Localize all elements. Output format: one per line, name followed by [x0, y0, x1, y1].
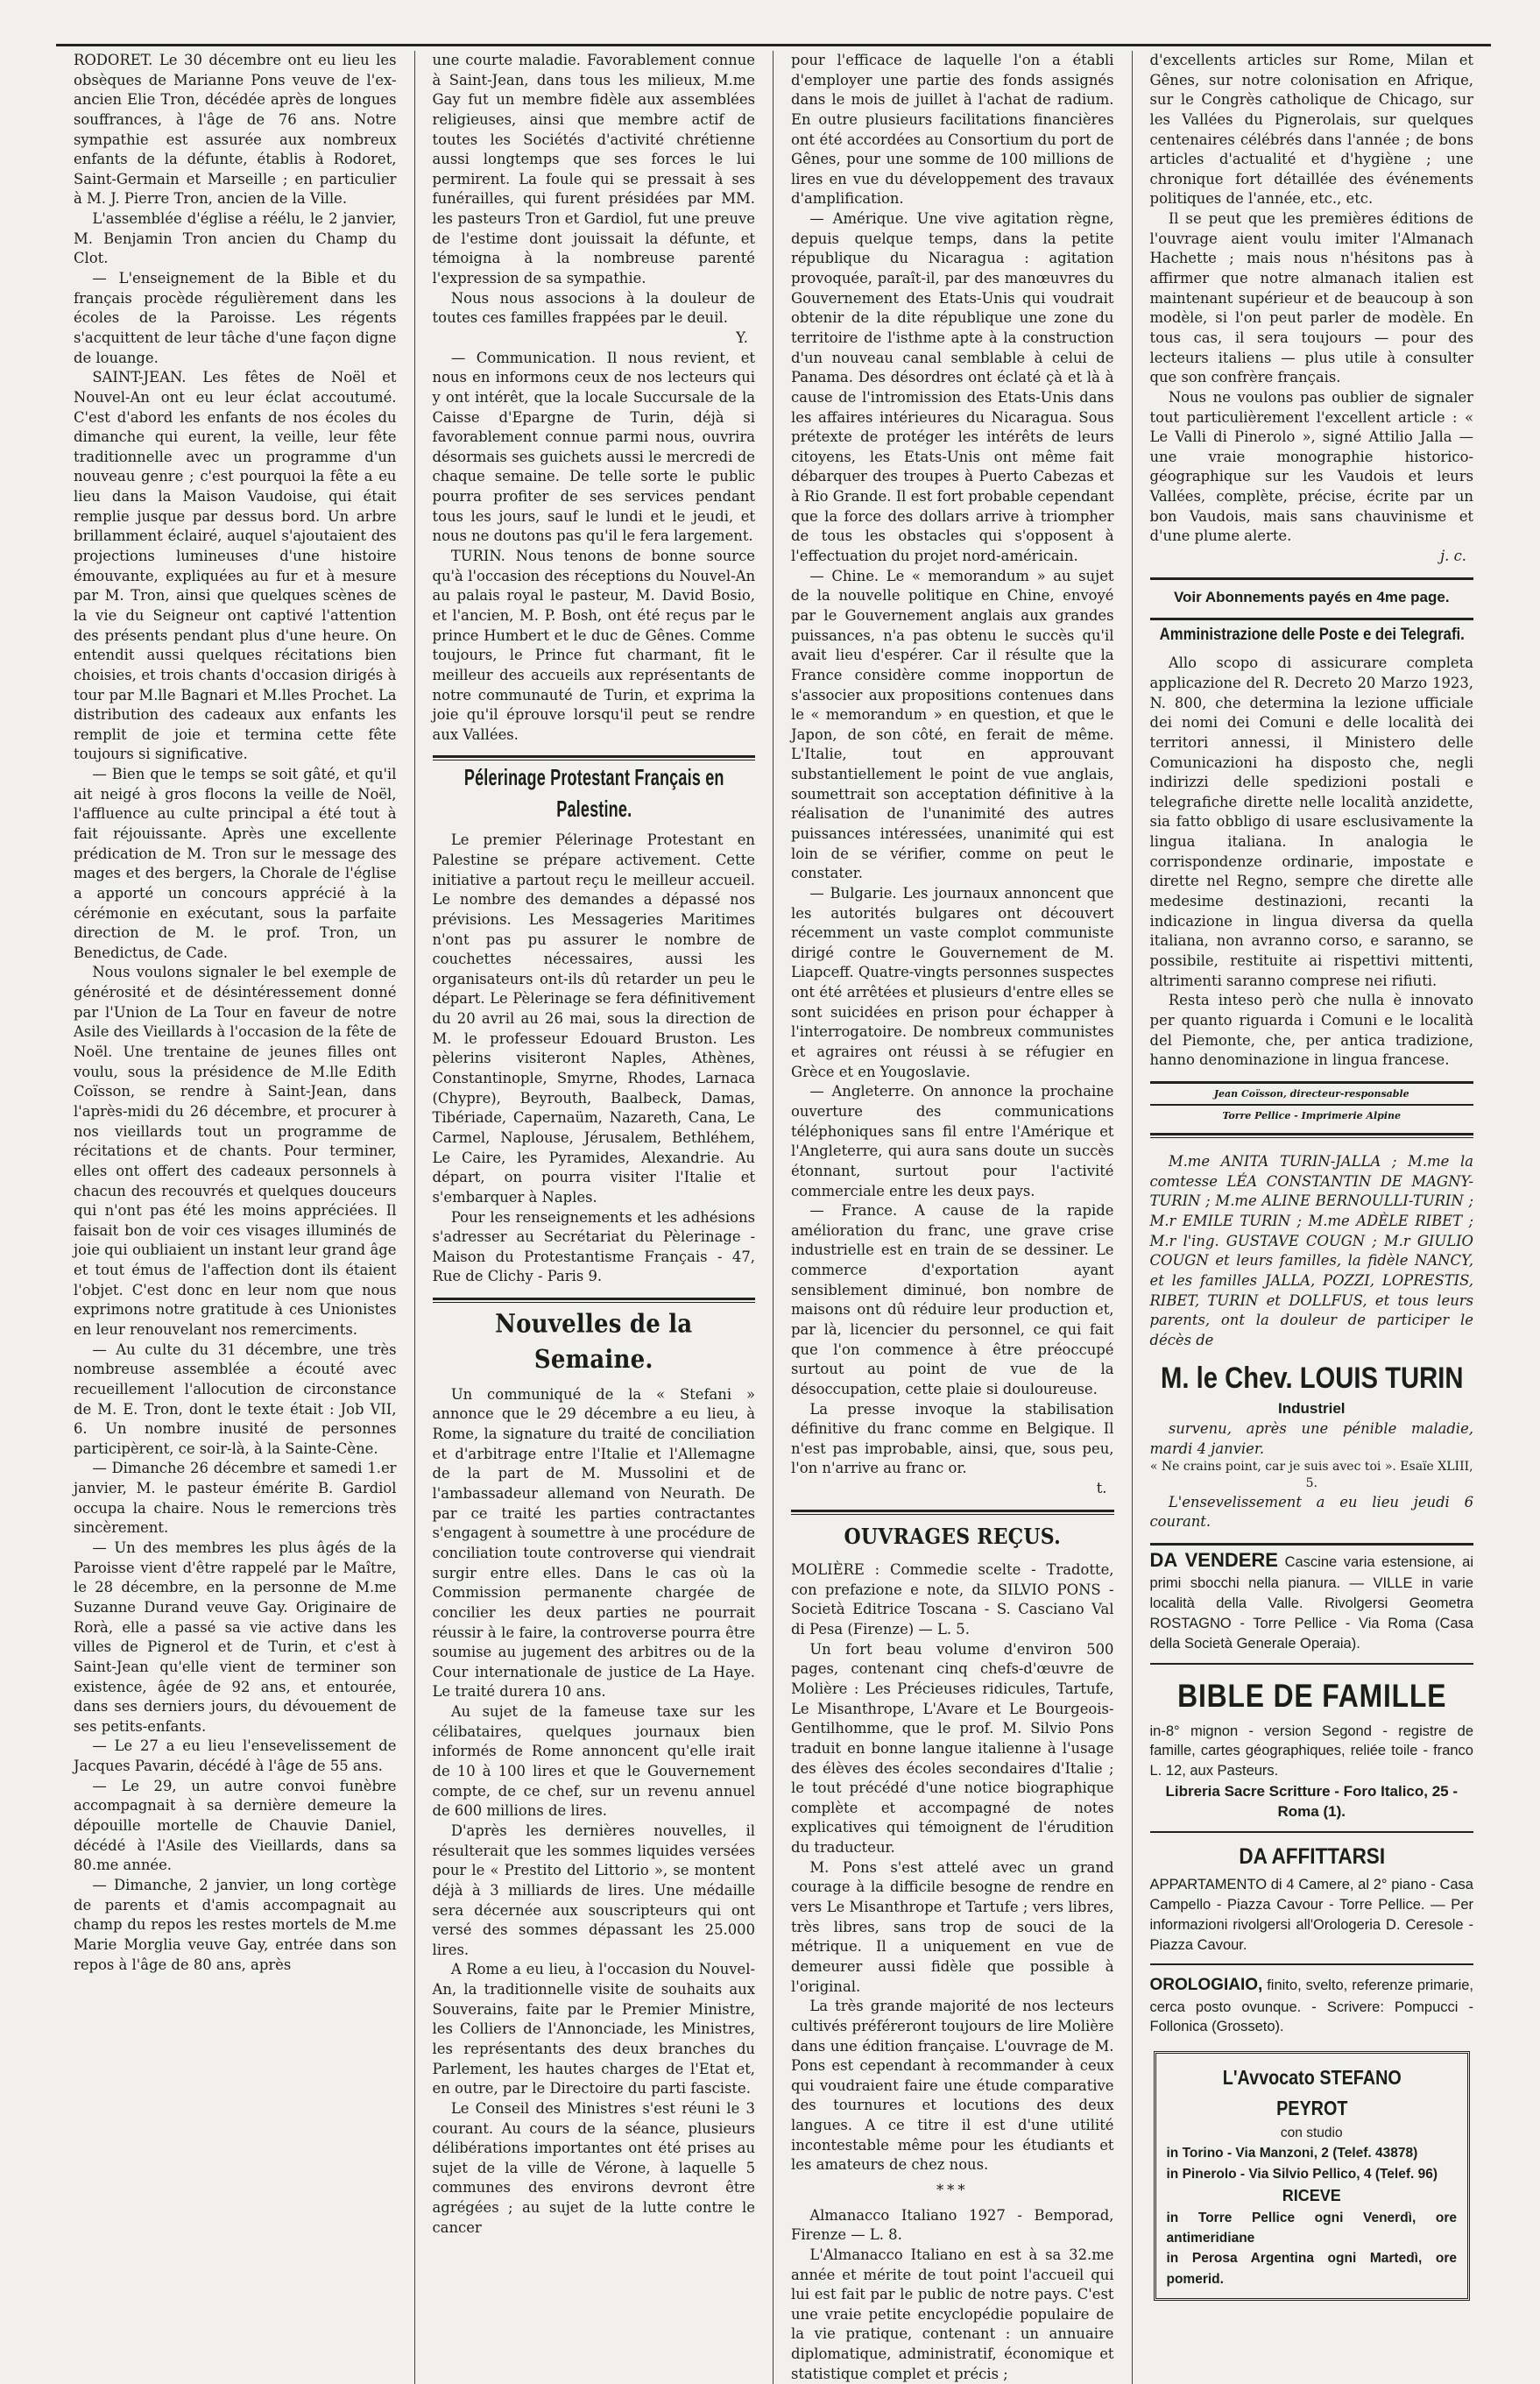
ad-orologiaio-head: OROLOGIAIO,: [1149, 1976, 1263, 1995]
divider: [1150, 1104, 1474, 1106]
section-title-ouvrages: OUVRAGES REÇUS.: [844, 1524, 1061, 1550]
ad-avvocato-box: [1154, 2051, 1471, 2301]
article-paragraph: — Angleterre. On annonce la prochaine ouverture des communications téléphoniques sans fil entre l'Amérique et l'Angleterre, qui aura sans doute un succès étonnant, surtout pour l'activité commerciale entre les deux pays.: [791, 1083, 1114, 1199]
article-paragraph: une courte maladie. Favorablement connue à Saint-Jean, dans tous les milieux, M.me Gay fut un membre fidèle aux assemblées religieuses, ainsi que membre actif de toutes les Sociétés d'activité chrétienne aussi longtemps que ses forces le lui permirent. La foule qui se pressait à ses funérailles, qui furent présidées par MM. les pasteurs Tron et Gardiol, fut une preuve de l'estime dont jouissait la défunte, et témoigna à la nombreuse parenté l'expression de sa sympathie.: [432, 52, 755, 287]
obituary-intro: M.me ANITA TURIN-JALLA ; M.me la comtesse LÉA CONSTANTIN DE MAGNY-TURIN ; M.me ALINE BERNOULLI-TURIN ; M.r EMILE TURIN ; M.me ADÈLE RIBET ; M.r l'ing. GUSTAVE COUGN ; M.r GIULIO COUGN et leurs familles, la fidèle NANCY, et les familles JALLA, POZZI, LOPRESTIS, RIBET, TURIN et DOLLFUS, et tous leurs parents, ont la douleur de participer le décès de: [1149, 1153, 1473, 1348]
divider: [1150, 1663, 1474, 1665]
article-paragraph: — Le 29, un autre convoi funèbre accompagnait à sa dernière demeure la dépouille mortelle de Chauvie Daniel, décédé à l'Asile des Vieillards, dans sa 80.me année.: [74, 1777, 397, 1874]
ad-bible-store: Libreria Sacre Scritture - Foro Italico, 25 - Roma (1).: [1165, 1782, 1458, 1821]
article-paragraph: Un fort beau volume d'environ 500 pages, contenant cinq chefs-d'œuvre de Molière : Les Précieuses ridicules, Tartufe, Le Misanthrope, L'Avare et Le Bourgeois-Gentilhomme, que le prof. M. Silvio Pons traduit en bonne langue italienne à l'usage des élèves des écoles secondaires d'Italie ; le tout précédé d'une notice biographique complète et accompagné de notes explicatives qui témoignent de l'érudition du traducteur.: [791, 1640, 1114, 1857]
article-paragraph: — Bien que le temps se soit gâté, et qu'il ait neigé à gros flocons la veille de Noël, l'affluence au culte principal a été tout à fait réjouissante. Après une excellente prédication de M. Tron sur le message des mages et des bergers, la Chorale de l'église a apporté un concours apprécié à la cérémonie en exécutant, sous la parfaite direction de M. le prof. Tron, un Benedictus, de Cade.: [74, 766, 397, 961]
ad-bible-head: BIBLE DE FAMILLE: [1176, 1677, 1446, 1714]
article-paragraph: pour l'efficace de laquelle l'on a établi d'employer une partie des fonds assignés dans le mois de juillet à l'achat de radium. En outre plusieurs facilitations financières ont été accordées au Consortium du port de Gênes, pour une somme de 100 millions de lires en vue du développement des travaux d'amplification.: [791, 52, 1114, 208]
article-paragraph: Le premier Pélerinage Protestant en Palestine se prépare activement. Cette initiative a partout reçu le meilleur accueil. Le nombre des demandes a dépassé nos prévisions. Les Messageries Maritimes n'ont pas pu assurer le nombre de couchettes nécessaires, aussi les organisateurs ont-ils dû retarder un peu le départ. Le Pèlerinage se fera définitivement du 20 avril au 26 mai, sous la direction de M. le professeur Edouard Bruston. Les pèlerins visiteront Naples, Athènes, Constantinople, Smyrne, Rhodes, Larnaca (Chypre), Beyrouth, Baalbeck, Damas, Tibériade, Capernaüm, Nazareth, Cana, Le Carmel, Naplouse, Jérusalem, Bethléhem, Le Caire, les Pyramides, Alexandrie. Au départ, on pourra visiter l'Italie et s'embarquer à Naples.: [432, 831, 755, 1206]
asterisks-separator: ***: [936, 2181, 969, 2198]
top-rule: [56, 44, 1491, 46]
divider: [1150, 618, 1474, 620]
section-title-amministrazione: Amministrazione delle Poste e dei Telegrafi.: [1159, 626, 1465, 645]
ad-orologiaio: [1150, 1974, 1474, 2037]
article-paragraph: — Amérique. Une vive agitation règne, depuis quelque temps, dans la petite république du Nicaragua : agitation provoquée, paraît-il, par des manœuvres du Gouvernement des Etats-Unis qui voudrait obtenir de la dite république une zone du territoire de l'isthme apte à la construction d'un nouveau canal semblable à celui de Panama. Des désordres ont éclaté çà et là à cause de l'intromission des Etats-Unis dans les affaires intérieures du Nicaragua. Sous prétexte de protéger les intérêts de leurs citoyens, les Etats-Unis ont même fait débarquer des troupes à Puerto Cabezas et à Rio Grande. Il est fort probable cependant que la force des dollars arrive à triompher de tous les obstacles qui s'opposent à l'effectuation du projet nord-américain.: [791, 210, 1114, 565]
article-paragraph: — Dimanche 26 décembre et samedi 1.er janvier, M. le pasteur émérite B. Gardiol occupa la chaire. Nous le remercions très sincèrement.: [74, 1460, 397, 1537]
article-paragraph: La presse invoque la stabilisation définitive du franc comme en Belgique. Il n'est pas improbable, ainsi, que, sous peu, l'on n'arrive au franc or.: [791, 1400, 1114, 1477]
section-title-pelerinage: Pélerinage Protestant Français en Palestine.: [463, 765, 724, 823]
ad-da-vendere-head: DA VENDERE: [1149, 1549, 1278, 1572]
article-paragraph: — Au culte du 31 décembre, une très nombreuse assemblée a écouté avec recueillement l'allocution de circonstance de M. E. Tron, dont le texte était : Job VII, 6. Un nombre inusité de personnes participèrent, ce soir-là, à la Sainte-Cène.: [74, 1341, 397, 1457]
obituary-funeral: L'ensevelissement a eu lieu jeudi 6 courant.: [1149, 1493, 1473, 1531]
article-paragraph: — L'enseignement de la Bible et du français procède régulièrement dans les écoles de la Paroisse. Les régents s'acquittent de leur tâche d'une façon digne de louange.: [74, 270, 397, 366]
signature: j. c.: [1440, 548, 1466, 565]
ad-da-vendere: [1150, 1547, 1474, 1653]
ad-avvocato-perosa: in Perosa Argentina ogni Martedì, ore pomerid.: [1166, 2251, 1457, 2287]
divider: [791, 1514, 1114, 1515]
article-paragraph: Nous nous associons à la douleur de toutes ces familles frappées par le deuil.: [432, 289, 755, 327]
ad-avvocato-torino: in Torino - Via Manzoni, 2 (Telef. 43878): [1166, 2146, 1418, 2161]
section-title-nouvelles: Nouvelles de la Semaine.: [495, 1310, 693, 1375]
divider: [1150, 1081, 1474, 1084]
subscription-notice: Voir Abonnements payés en 4me page.: [1173, 588, 1450, 605]
obituary-verse: « Ne crains point, car je suis avec toi ». Esaïe XLIII, 5.: [1149, 1460, 1473, 1491]
ad-affittarsi-text: APPARTAMENTO di 4 Camere, al 2° piano - Casa Campello - Piazza Cavour - Torre Pellice. — Per informazioni rivolgersi all'Orologeria D. Ceresole - Piazza Cavour.: [1149, 1877, 1473, 1953]
article-paragraph: Allo scopo di assicurare completa applicazione del R. Decreto 20 Marzo 1923, N. 800, che determina la lezione ufficiale dei nomi dei Comuni e delle località dei territori annessi, il Ministero delle Comunicazioni ha disposto che, negli indirizzi delle spedizioni postali e telegrafiche dirette nelle località anzidette, sia fatto obbligo di usare esclusivamente la lingua italiana. In analogia le corrispondenze ordinarie, impostate e dirette nel Regno, sempre che dirette alle medesime destinazioni, recanti la indicazione in lingua diversa da quella italiana, non avranno corso, e saranno, se possibile, restituite ai rispettivi mittenti, altrimenti saranno comprese nei rifiuti.: [1149, 654, 1473, 989]
divider: [1150, 1543, 1474, 1546]
article-paragraph: Au sujet de la fameuse taxe sur les célibataires, quelques journaux bien informés de Rome annoncent qu'elle irait de 10 à 100 lires et que le Gouvernement compte, de ce chef, sur un revenu annuel de 600 millions de lires.: [432, 1703, 755, 1820]
divider: [791, 1510, 1114, 1512]
article-paragraph: L'assemblée d'église a réélu, le 2 janvier, M. Benjamin Tron ancien du Champ du Clot.: [74, 210, 397, 267]
ad-avvocato-torre-pellice: in Torre Pellice ogni Venerdì, ore antimeridiane: [1166, 2210, 1457, 2246]
signature: Y.: [736, 329, 748, 346]
imprint-printer: Torre Pellice - Imprimerie Alpine: [1222, 1109, 1402, 1121]
article-paragraph: — Un des membres les plus âgés de la Paroisse vient d'être rappelé par le Maître, le 28 décembre, en la personne de M.me Suzanne Durand veuve Gay. Originaire de Rorà, elle a passé sa vie active dans les villes de Pignerol et de Turin, et c'est à Saint-Jean qu'elle vient de terminer son existence, âgée de 92 ans, et entourée, dans ses derniers jours, du dévouement de ses petits-enfants.: [74, 1539, 397, 1735]
column-2: [415, 51, 774, 2384]
divider: [1150, 577, 1474, 580]
article-paragraph: — Bulgarie. Les journaux annoncent que les autorités bulgares ont découvert récemment un vaste complot communiste dirigé contre le Gouvernement de M. Liapceff. Quatre-vingts personnes suspectes ont été arrêtées et plusieurs d'entre elles se sont suicidées en prison pour échapper à l'interrogatoire. De nombreux communistes et agraires ont réussi à se réfugier en Grèce et en Yougoslavie.: [791, 884, 1114, 1080]
obituary-title: Industriel: [1277, 1400, 1346, 1418]
article-paragraph: D'après les dernières nouvelles, il résulterait que les sommes liquides versées pour le « Prestito del Littorio », se montent déjà à 3 milliards de lires. Une médaille sera décernée aux souscripteurs qui ont versé des sommes dépassant les 25.000 lires.: [432, 1822, 755, 1958]
column-3: [774, 51, 1133, 2384]
article-paragraph: d'excellents articles sur Rome, Milan et Gênes, sur notre colonisation en Afrique, sur le Congrès catholique de Chicago, sur les Vallées du Pignerolais, sur quelques centenaires célébrés dans l'année ; de bons articles d'actualité et d'hygiène ; une chronique fort détaillée des événements politiques de l'année, etc., etc.: [1149, 52, 1473, 208]
ad-avvocato-pinerolo: in Pinerolo - Via Silvio Pellico, 4 (Telef. 96): [1166, 2166, 1438, 2182]
article-paragraph: La très grande majorité de nos lecteurs cultivés préféreront toujours de lire Molière dans une édition française. L'ouvrage de M. Pons est cependant à recommander à ceux qui voudraient faire une étude comparative des tournures et locutions des deux langues. A ce titre il est d'une utilité incontestable même pour les étudiants et les amateurs de chez nous.: [791, 1998, 1114, 2174]
article-paragraph: Un communiqué de la « Stefani » annonce que le 29 décembre a eu lieu, à Rome, la signature du traité de conciliation et d'arbitrage entre l'Italie et l'Allemagne de la part de M. Mussolini et de l'ambassadeur allemand von Neurath. De par ce traité les parties contractantes s'engagent à soumettre à une procédure de conciliation toute controverse qui viendrait surgir entre elles. Dans le cas où la Commission permanente chargée de concilier les deux parties ne pourrait réussir à le faire, la controverse pourra être soumise au jugement des arbitres ou de la Cour internationale de justice de La Haye. Le traité durera 10 ans.: [432, 1385, 755, 1701]
column-1: [56, 51, 415, 2384]
article-paragraph: Pour les renseignements et les adhésions s'adresser au Secrétariat du Pèlerinage - Maison du Protestantisme Français - 47, Rue de Clichy - Paris 9.: [432, 1208, 755, 1285]
divider: [1150, 1963, 1474, 1965]
imprint-director: Jean Coïsson, directeur-responsable: [1213, 1087, 1409, 1100]
article-paragraph: SAINT-JEAN. Les fêtes de Noël et Nouvel-An ont eu leur éclat accoutumé. C'est d'abord les enfants de nos écoles du dimanche qui eurent, la veille, leur fête traditionnelle avec un programme d'un nouveau genre ; c'est pourquoi la fête a eu lieu dans la Maison Vaudoise, qui était remplie jusque par dessus bord. Un arbre brillamment éclairé, auquel s'ajoutaient des projections lumineuses d'une histoire émouvante, expliquées au fur et à mesure par M. Tron, ainsi que quelques scènes de la vie du Seigneur ont captivé l'attention des présents pendant plus d'une heure. On entendit aussi quelques récitations bien choisies, et trois chants d'occasion dirigés à tour par M.lle Bagnari et M.lles Prochet. La distribution des cadeaux aux enfants les remplit de joie et termina cette fête toujours si significative.: [74, 369, 397, 763]
divider: [1150, 1831, 1474, 1833]
article-paragraph: MOLIÈRE : Commedie scelte - Tradotte, con prefazione e note, da SILVIO PONS - Società Editrice Toscana - S. Casciano Val di Pesa (Firenze) — L. 5.: [791, 1561, 1114, 1638]
ad-avvocato-sub: con studio: [1280, 2126, 1343, 2141]
article-paragraph: — Communication. Il nous revient, et nous en informons ceux de nos lecteurs qui y ont intérêt, que la locale Succursale de la Caisse d'Epargne de Turin, déjà si favorablement connue parmi nous, ouvrira désormais ses guichets aussi le mercredi de chaque semaine. De telle sorte le public pourra profiter de ses services pendant tous les jours, sauf le lundi et le jeudi, et nous ne doutons pas qu'il le fera largement.: [432, 349, 755, 545]
article-paragraph: Nous ne voulons pas oublier de signaler tout particulièrement l'excellent article : « Le Valli di Pinerolo », signé Attilio Jalla — une vraie monographie historico-géographique sur les Vaudois et leurs Vallées, complète, précise, écrite par un bon Vaudois, mais sans chauvinisme et d'une plume alerte.: [1149, 388, 1473, 545]
ad-da-vendere-text: Cascine varia estensione, ai primi sbocchi nella pianura. — VILLE in varie località della Valle. Rivolgersi Geometra ROSTAGNO - Torre Pellice - Via Roma (Casa della Società Generale Operaia).: [1149, 1554, 1473, 1652]
divider: [433, 1302, 756, 1303]
column-4: [1133, 51, 1492, 2384]
article-paragraph: L'Almanacco Italiano en est à sa 32.me année et mérite de tout point l'accueil qui lui est fait par le public de notre pays. C'est une vraie petite encyclopédie populaire de la vie pratique, contenant : un annuaire diplomatique, administratif, économique et statistique complet et précis ;: [791, 2246, 1114, 2382]
article-paragraph: Almanacco Italiano 1927 - Bemporad, Firenze — L. 8.: [791, 2206, 1114, 2244]
obituary-text: survenu, après une pénible maladie, mardi 4 janvier.: [1149, 1419, 1473, 1457]
ad-avvocato-riceve: RICEVE: [1282, 2186, 1341, 2204]
divider: [1150, 1137, 1474, 1138]
article-paragraph: — France. A cause de la rapide amélioration du franc, une grave crise industrielle est en train de se dessiner. Le commerce d'exportation ayant sensiblement diminué, bon nombre de maisons ont dû réduire leur production et, par là, licencier du personnel, ce qui fait que l'on commence à être préoccupé surtout au point de vue de la désoccupation, cette plaie si douloureuse.: [791, 1202, 1114, 1397]
ad-orologiaio-text: finito, svelto, referenze primarie, cerca posto ovunque. - Scrivere: Pompucci - Follonica (Grosseto).: [1149, 1977, 1474, 2035]
article-paragraph: Nous voulons signaler le bel exemple de générosité et de désintéressement donné par l'Union de La Tour en faveur de notre Asile des Vieillards à l'occasion de la fête de Noël. Une trentaine de jeunes filles ont voulu, sous la présidence de M.lle Edith Coïsson, se rendre à Saint-Jean, dans l'après-midi du 26 décembre, et procurer à nos vieillards tout un programme de récitations et de chants. Pour terminer, elles ont offert des cadeaux personnels à chacun des recouvrés et quelques douceurs qui n'ont pas été les moins appréciées. Il faisait bon de voir ces visages illuminés de joie qui oubliaient un instant leur grand âge et tout émus de l'affection dont ils étaient l'objet. C'est donc en leur nom que nous exprimons notre gratitude à ces Unionistes en leur renouvelant nos remerciments.: [74, 964, 397, 1338]
article-paragraph: A Rome a eu lieu, à l'occasion du Nouvel-An, la traditionnelle visite de souhaits aux Souverains, faite par le Premier Ministre, les Colliers de l'Annonciade, les Ministres, les représentants des deux branches du Parlement, les hautes charges de l'Etat et, en outre, par le Directoire du parti fasciste.: [432, 1961, 755, 2097]
article-paragraph: Le Conseil des Ministres s'est réuni le 3 courant. Au cours de la séance, plusieurs délibérations importantes ont été prises au sujet de la ville de Vérone, à laquelle 5 communes des environs devront être agrégées ; au sujet de la lutte contre le cancer: [432, 2099, 755, 2236]
divider: [433, 1298, 756, 1300]
article-paragraph: RODORET. Le 30 décembre ont eu lieu les obsèques de Marianne Pons veuve de l'ex-ancien Elie Tron, décédée après de longues souffrances, à l'âge de 76 ans. Notre sympathie est assurée aux nombreux enfants de la défunte, établis à Rodoret, Saint-Germain et Marseille ; en particulier à M. J. Pierre Tron, ancien de la Ville.: [74, 52, 397, 208]
signature: t.: [1096, 1480, 1107, 1497]
article-paragraph: — Chine. Le « memorandum » au sujet de la nouvelle politique en Chine, envoyé par le Gouvernement anglais aux grandes puissances, n'a pas obtenu le succès qu'il avait lieu d'espérer. Car il résulte que la France considère comme inopportun de s'associer aux propositions contenues dans le « memorandum » en question, et que le Japon, de son côté, en ferait de même. L'Italie, tout en approuvant substantiellement le point de vue anglais, soumettrait son acceptation définitive à la réalisation de l'unanimité des autres puissances intéressées, unanimité qui est loin de se vérifier, comme on peut le constater.: [791, 567, 1114, 882]
divider: [433, 755, 756, 758]
ad-bible-text: in-8° mignon - version Segond - registre de famille, cartes géographiques, reliée toile - franco L. 12, aux Pasteurs.: [1149, 1723, 1473, 1779]
article-paragraph: — Le 27 a eu lieu l'ensevelissement de Jacques Pavarin, décédé à l'âge de 55 ans.: [74, 1737, 397, 1775]
ad-avvocato-title: L'Avvocato STEFANO PEYROT: [1222, 2066, 1402, 2119]
article-paragraph: Resta inteso però che nulla è innovato per quanto riguarda i Comuni e le località del Piemonte, che, per antica tradizione, hanno denominazione in lingua francese.: [1149, 992, 1473, 1069]
article-paragraph: Il se peut que les premières éditions de l'ouvrage aient voulu imiter l'Almanach Hachette ; mais nous n'hésitons pas à affirmer que notre almanach italien est maintenant supérieur et de beaucoup à son modèle, si l'on peut parler de modèle. En tous cas, il sera toujours — pour des lecteurs italiens — plus utile à consulter que son confrère français.: [1149, 210, 1473, 386]
obituary-name: M. le Chev. LOUIS TURIN: [1160, 1361, 1464, 1395]
article-paragraph: M. Pons s'est attelé avec un grand courage à la difficile besogne de rendre en vers Le Misanthrope et Tartufe ; vers libres, très libres, sans trop de souci de la métrique. Il a uniquement en vue de demeurer aussi fidèle que possible à l'original.: [791, 1858, 1114, 1995]
divider: [1150, 1133, 1474, 1135]
article-paragraph: — Dimanche, 2 janvier, un long cortège de parents et d'amis accompagnait au champ du repos les restes mortels de M.me Marie Morglia veuve Gay, entrée dans son repos à l'âge de 80 ans, après: [74, 1876, 397, 1973]
article-paragraph: TURIN. Nous tenons de bonne source qu'à l'occasion des réceptions du Nouvel-An au palais royal le pasteur, M. David Bosio, et l'ancien, M. P. Bosh, ont été reçus par le prince Humbert et le duc de Gênes. Comme toujours, le Prince fut charmant, fit le meilleur des accueils aux représentants de notre communauté de Turin, et exprima la joie qu'il éprouve lorsqu'il peut se rendre aux Vallées.: [432, 548, 755, 743]
columns: [56, 51, 1491, 2382]
ad-affittarsi-head: DA AFFITTARSI: [1238, 1843, 1385, 1869]
